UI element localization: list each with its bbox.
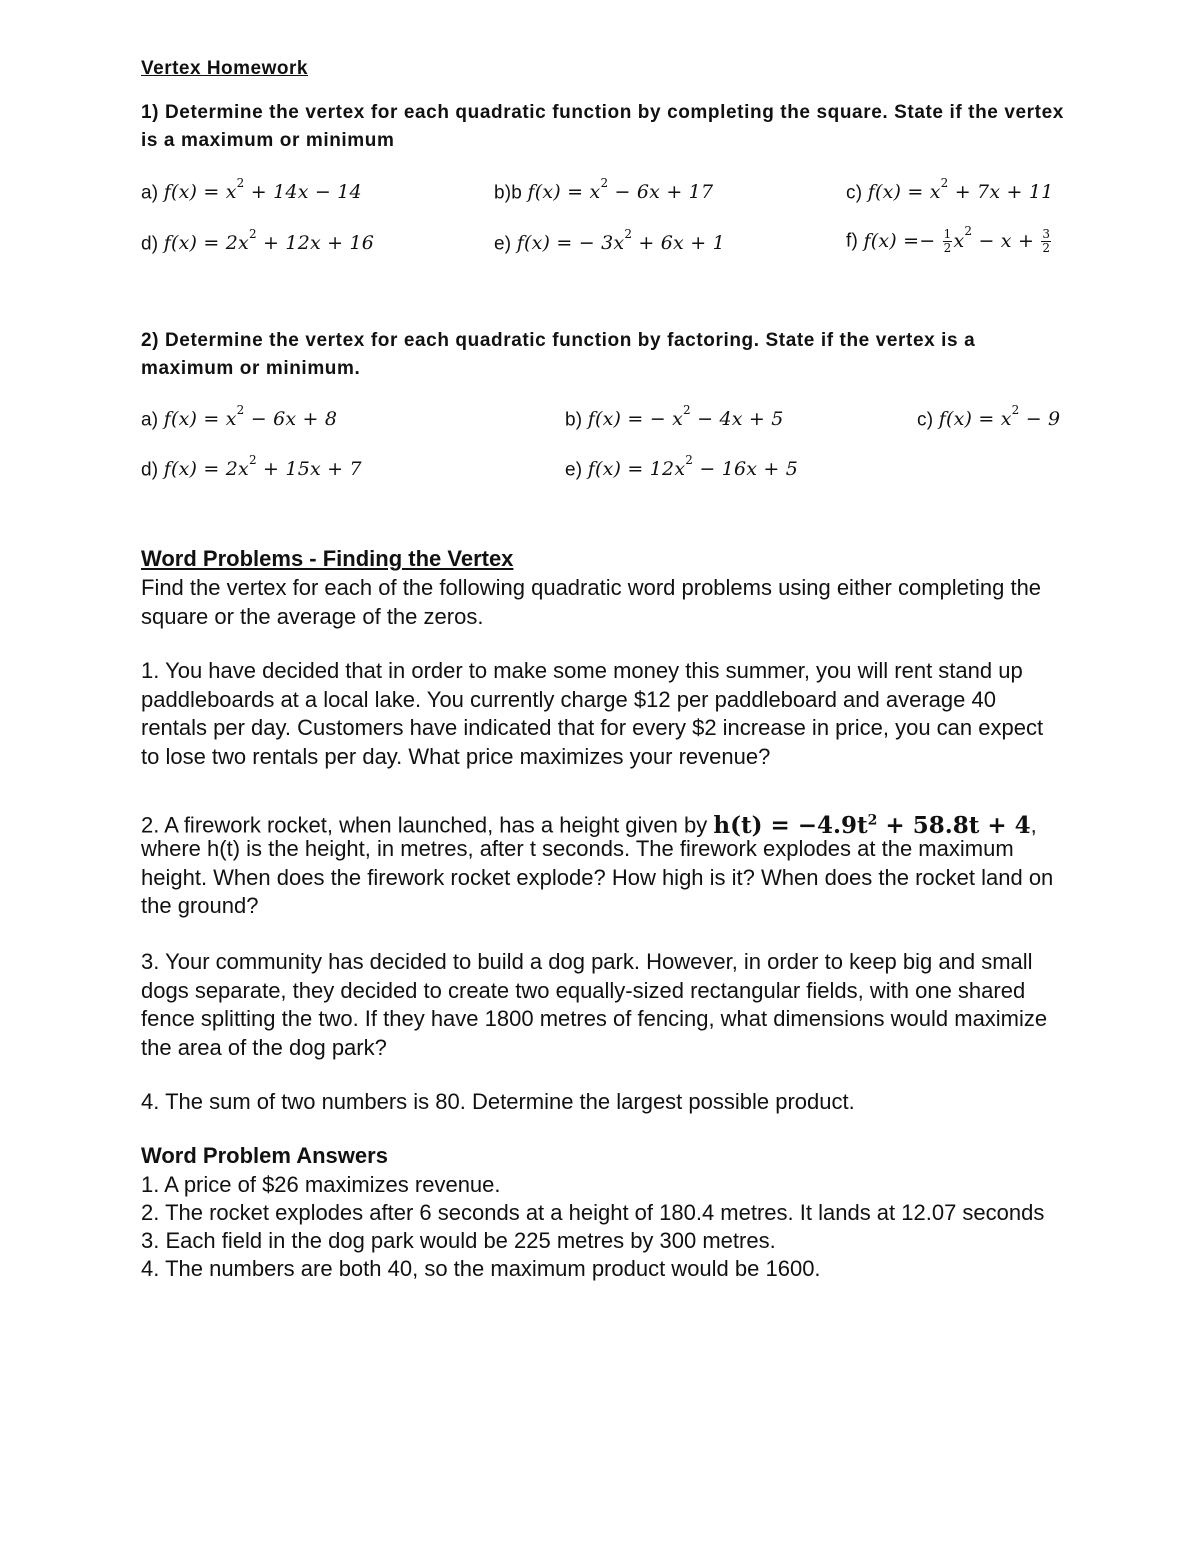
answers-heading: Word Problem Answers [141, 1143, 388, 1168]
page-title: Vertex Homework [141, 58, 308, 79]
problem-expression: $f(x) = x^2 - 9$ [938, 403, 1061, 431]
problem-label: c) [846, 182, 863, 204]
problem-expression: f(x) = − $3x^2 + 6x + 1$ [516, 227, 725, 255]
word-problem-2: where h(t) is the height, in metres, after t seconds. The firework explodes at the maximum height. When does the firework rocket explode? How high is it? When does the rocket land on the ground? [141, 836, 1054, 918]
height-formula: $h(t) = -4.9t^2 + 58.8t + 4$ [713, 811, 1031, 839]
problem-label: d) [141, 233, 159, 255]
problem-label: c) [917, 409, 934, 431]
fraction: $\frac{1}{2}$ [943, 227, 952, 255]
fraction: $\frac{3}{2}$ [1042, 227, 1051, 255]
problem-expression: f(x) =− $\frac{1}{2}$ $x^2 - x$ + $\frac{3}{2}$ [863, 224, 1051, 255]
problem-label: f) [846, 230, 859, 252]
part1-problem-c [846, 176, 1054, 204]
problem-expression: $f(x) = 2x^2 + 15x + 7$ [163, 453, 362, 481]
part1-problem-e [494, 227, 725, 255]
part2-instruction-line2: maximum or minimum. [141, 358, 361, 379]
problem-label: b)b [494, 182, 523, 204]
word-problem-2-lead: 2. A firework rocket, when launched, has a height given by $h(t) = -4.9t^2 + 58.8t + 4$, [141, 811, 1037, 839]
problem-expression: f(x) = − $x^2 - 4x + 5$ [587, 403, 784, 431]
part2-problem-e [565, 453, 799, 481]
problem-expression: $f(x) = x^2 + 7x + 11$ [867, 176, 1054, 204]
answer-item: 4. The numbers are both 40, so the maximum product would be 1600. [141, 1256, 821, 1281]
answer-item: 3. Each field in the dog park would be 225 metres by 300 metres. [141, 1228, 776, 1253]
word-problems-heading: Word Problems - Finding the Vertex [141, 546, 514, 571]
problem-expression: $f(x) = 12x^2 - 16x + 5$ [587, 453, 799, 481]
part1-problem-a [141, 176, 362, 204]
part1-problem-b [494, 176, 714, 204]
problem-expression: $f(x) = 2x^2 + 12x + 16$ [163, 227, 375, 255]
part1-problem-d [141, 227, 375, 255]
part2-problem-c [917, 403, 1061, 431]
problem-label: e) [565, 459, 583, 481]
problem-expression: $f(x) = x^2 + 14x - 14$ [163, 176, 362, 204]
answers-list [141, 1171, 1044, 1283]
part1-instruction-line1: 1) Determine the vertex for each quadratic function by completing the square. State if the vertex [141, 102, 1064, 123]
part2-problem-d [141, 453, 362, 481]
answer-item: 2. The rocket explodes after 6 seconds at a height of 180.4 metres. It lands at 12.07 seconds [141, 1200, 1045, 1225]
problem-label: a) [141, 409, 159, 431]
problem-expression: $f(x) = x^2 - 6x + 8$ [163, 403, 338, 431]
problem-label: a) [141, 182, 159, 204]
problem-label: e) [494, 233, 512, 255]
word-problem-1: 1. You have decided that in order to make some money this summer, you will rent stand up paddleboards at a local lake. You currently charge $12 per paddleboard and average 40 rentals per day. Customers have indicated that for every $2 increase in price, you can expect to lose two rentals per day. What price maximizes your revenue? [141, 658, 1044, 769]
part1-problem-f [846, 224, 1052, 255]
part1-instruction-line2: is a maximum or minimum [141, 130, 395, 151]
problem-label: b) [565, 409, 583, 431]
word-problems-intro: Find the vertex for each of the following quadratic word problems using either completing the square or the average of the zeros. [141, 575, 1042, 629]
word-problem-4: 4. The sum of two numbers is 80. Determine the largest possible product. [141, 1089, 855, 1114]
problem-label: d) [141, 459, 159, 481]
part2-problem-b [565, 403, 784, 431]
part2-instruction-line1: 2) Determine the vertex for each quadratic function by factoring. State if the vertex is a [141, 330, 976, 351]
word-problem-3: 3. Your community has decided to build a dog park. However, in order to keep big and small dogs separate, they decided to create two equally-sized rectangular fields, with one shared fence splitting the two. If they have 1800 metres of fencing, what dimensions would maximize the area of the dog park? [141, 949, 1048, 1060]
answer-item: 1. A price of $26 maximizes revenue. [141, 1172, 501, 1197]
problem-expression: $f(x) = x^2 - 6x + 17$ [527, 176, 714, 204]
part2-problem-a [141, 403, 338, 431]
